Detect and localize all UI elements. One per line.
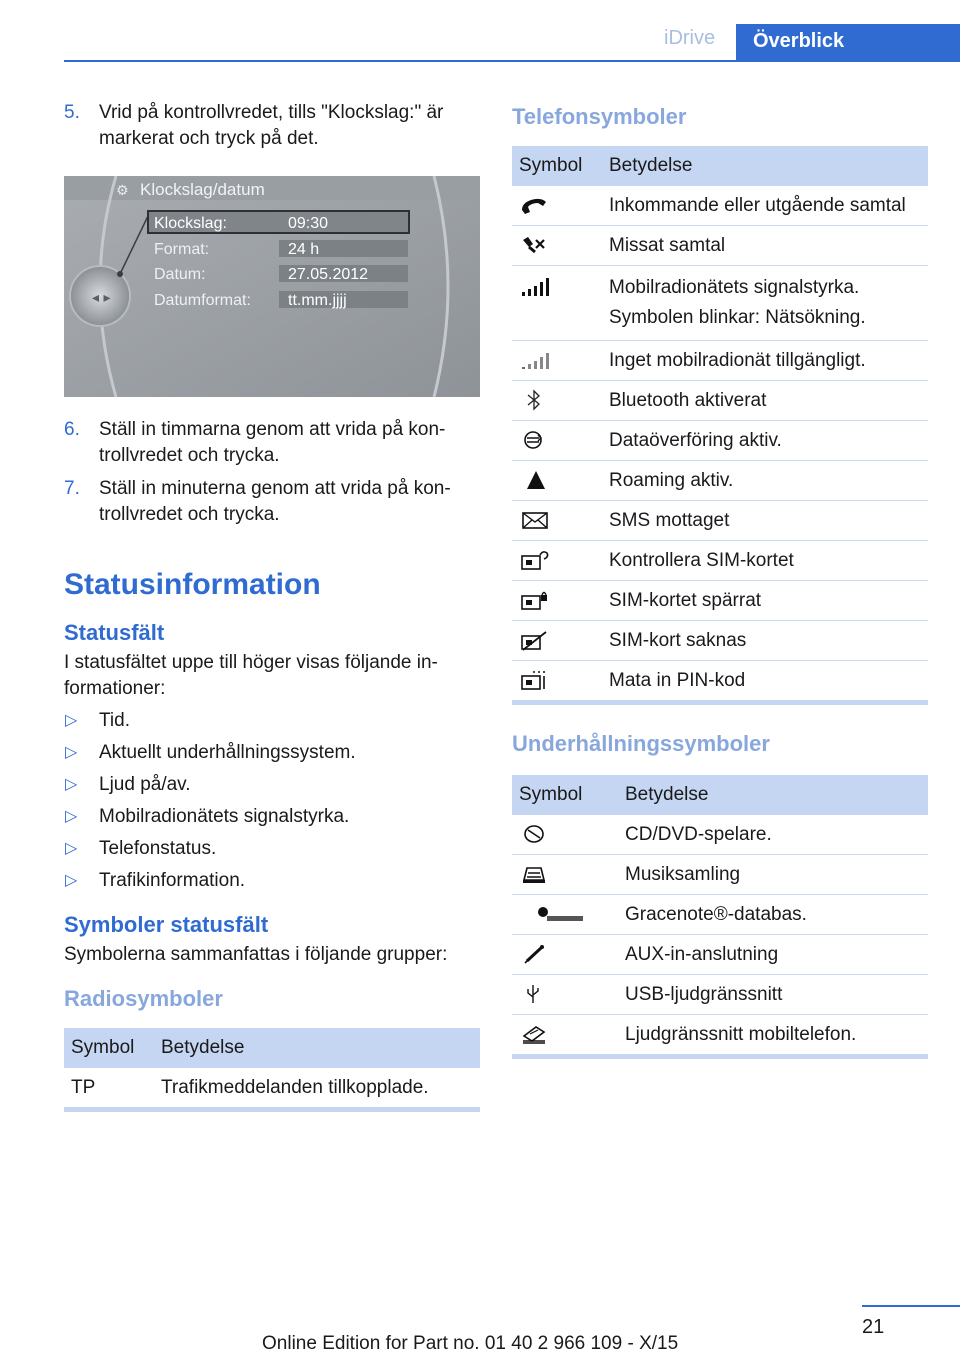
list-item (64, 708, 480, 734)
svg-text:◂ ▸: ◂ ▸ (92, 290, 111, 306)
edition-footer: Online Edition for Part no. 01 40 2 966 109 - X/15 (262, 1333, 679, 1354)
table-row (512, 621, 928, 661)
table-row (512, 381, 928, 421)
list-item-text: Ljud på/av. (99, 774, 191, 795)
step-number: 6. (64, 419, 80, 440)
table-row (512, 186, 928, 226)
table-row (512, 226, 928, 266)
triangle-bullet-icon: ▷ (65, 744, 78, 761)
list-item-text: Aktuellt underhållningssystem. (99, 742, 356, 763)
list-item (64, 804, 480, 830)
step-number: 5. (64, 102, 80, 123)
idrive-screen-image (64, 176, 480, 397)
column-header: Betydelse (602, 146, 928, 186)
screen-title: Klockslag/datum (140, 180, 265, 199)
triangle-bullet-icon: ▷ (65, 872, 78, 889)
page-number: 21 (862, 1316, 885, 1338)
list-item-text: Trafikinformation. (99, 870, 246, 891)
radio-symbols-table (64, 1028, 480, 1112)
table-header-row (512, 146, 928, 186)
meaning-cell: Inget mobilradionät tillgängligt. (602, 341, 928, 381)
meaning-text: Symbolen blinkar: Nätsökning. (609, 307, 866, 328)
table-header-row (64, 1028, 480, 1068)
header-rule (64, 60, 960, 62)
signal-strength-icon (519, 276, 549, 298)
sim-missing-icon (519, 629, 549, 651)
triangle-bullet-icon: ▷ (65, 840, 78, 857)
steps-list-a (64, 100, 480, 152)
table-row (512, 975, 928, 1015)
meaning-cell: USB-ljudgränssnitt (618, 975, 928, 1015)
screen-label: Format: (154, 241, 210, 258)
table-row (512, 541, 928, 581)
table-row (512, 461, 928, 501)
meaning-cell: Missat samtal (602, 226, 928, 266)
step-text: Ställ in timmarna genom att vrida på kon‐trollvredet och trycka. (99, 419, 446, 466)
column-header: Betydelse (618, 775, 928, 815)
meaning-cell: Trafikmeddelanden tillkopplade. (154, 1068, 480, 1110)
triangle-bullet-icon: ▷ (65, 712, 78, 729)
table-row (512, 935, 928, 975)
cd-dvd-icon (519, 823, 549, 845)
meaning-cell: AUX-in-anslutning (618, 935, 928, 975)
svg-text:⚙: ⚙ (116, 183, 129, 199)
table-row (512, 661, 928, 703)
triangle-bullet-icon: ▷ (65, 808, 78, 825)
usb-icon (519, 983, 549, 1005)
subsection-heading: Symboler statusfält (64, 912, 269, 937)
meaning-cell: Gracenote®-databas. (618, 895, 928, 935)
screen-value: 09:30 (288, 215, 329, 232)
bluetooth-icon (519, 389, 549, 411)
screen-value: 27.05.2012 (288, 266, 369, 283)
step-text: Ställ in minuterna genom att vrida på kon‐trollvredet och trycka. (99, 478, 451, 525)
list-item-text: Mobilradionätets signalstyrka. (99, 806, 350, 827)
meaning-cell: SMS mottaget (602, 501, 928, 541)
status-list (64, 708, 480, 894)
screen-label: Datumformat: (154, 292, 251, 309)
list-item-text: Telefonstatus. (99, 838, 217, 859)
step-number: 7. (64, 478, 80, 499)
group-heading: Underhållningssymboler (512, 731, 770, 756)
mobile-audio-icon (519, 1023, 549, 1045)
sim-check-icon (519, 549, 549, 571)
phone-symbols-table (512, 146, 928, 705)
step-item (64, 476, 480, 528)
group-heading: Radiosymboler (64, 986, 223, 1011)
list-item (64, 836, 480, 862)
triangle-bullet-icon: ▷ (65, 776, 78, 793)
table-row (512, 266, 928, 341)
table-row (512, 341, 928, 381)
missed-call-icon (519, 234, 549, 256)
header-tab-overview[interactable]: Överblick (736, 24, 960, 62)
intro-paragraph: I statusfältet uppe till höger visas följande in‐formationer: (64, 652, 438, 699)
meaning-cell: SIM-kortet spärrat (602, 581, 928, 621)
screen-label: Klockslag: (154, 215, 227, 232)
data-transfer-icon (519, 429, 549, 451)
header-tab-idrive[interactable]: iDrive (664, 27, 716, 49)
left-column (64, 100, 480, 1112)
aux-in-icon (519, 943, 549, 965)
meaning-cell: Kontrollera SIM-kortet (602, 541, 928, 581)
table-row (512, 895, 928, 935)
meaning-cell: Ljudgränssnitt mobiltelefon. (618, 1015, 928, 1057)
table-row (512, 815, 928, 855)
screen-value: tt.mm.jjjj (288, 292, 347, 309)
table-row (512, 1015, 928, 1057)
table-row (512, 581, 928, 621)
no-signal-icon (519, 349, 549, 371)
sim-locked-icon (519, 589, 549, 611)
meaning-cell: Roaming aktiv. (602, 461, 928, 501)
footer-rule (862, 1305, 960, 1307)
screen-label: Datum: (154, 266, 206, 283)
intro-paragraph: Symbolerna sammanfattas i följande grupper: (64, 944, 448, 965)
table-header-row (512, 775, 928, 815)
meaning-text: Mobilradionätets signalstyrka. (609, 277, 860, 298)
gracenote-icon (519, 903, 583, 925)
table-row (64, 1068, 480, 1110)
phone-handset-icon (519, 194, 549, 216)
subsection-heading: Statusfält (64, 620, 165, 645)
roaming-icon (519, 469, 549, 491)
step-item (64, 417, 480, 469)
list-item (64, 772, 480, 798)
right-column (512, 100, 928, 1059)
column-header: Symbol (64, 1028, 154, 1068)
meaning-cell: Inkommande eller utgående samtal (602, 186, 928, 226)
list-item-text: Tid. (99, 710, 130, 731)
envelope-icon (519, 509, 549, 531)
music-collection-icon (519, 863, 549, 885)
meaning-cell: Dataöverföring aktiv. (602, 421, 928, 461)
meaning-cell: CD/DVD-spelare. (618, 815, 928, 855)
pin-entry-icon (519, 669, 549, 691)
steps-list-b (64, 417, 480, 528)
column-header: Symbol (512, 146, 602, 186)
symbol-cell: TP (64, 1068, 154, 1110)
meaning-cell: Musiksamling (618, 855, 928, 895)
table-row (512, 421, 928, 461)
list-item (64, 868, 480, 894)
meaning-cell: Bluetooth aktiverat (602, 381, 928, 421)
group-heading: Telefonsymboler (512, 104, 687, 129)
step-text: Vrid på kontrollvredet, tills "Klockslag:" är markerat och tryck på det. (99, 102, 444, 149)
column-header: Betydelse (154, 1028, 480, 1068)
meaning-cell: SIM-kort saknas (602, 621, 928, 661)
screen-value: 24 h (288, 241, 320, 258)
step-item (64, 100, 480, 152)
section-heading: Statusinformation (64, 568, 321, 601)
entertainment-symbols-table (512, 775, 928, 1059)
list-item (64, 740, 480, 766)
table-row (512, 855, 928, 895)
meaning-cell (602, 266, 928, 341)
table-row (512, 501, 928, 541)
column-header: Symbol (512, 775, 618, 815)
meaning-cell: Mata in PIN-kod (602, 661, 928, 703)
